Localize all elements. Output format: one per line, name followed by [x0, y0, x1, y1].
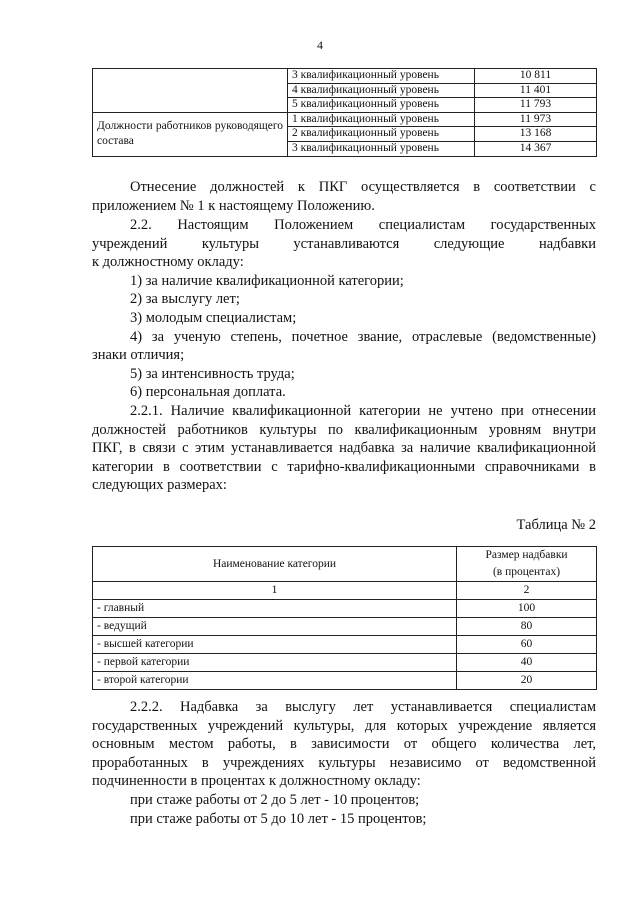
table-row: [93, 69, 597, 84]
category-value: 100: [457, 600, 597, 618]
text-line: Отнесение должностей к ПКГ осуществляется в соответствии с: [130, 179, 596, 195]
text-line: ПКГ, в связи с этим устанавливается надбавка за наличие квалификационной: [92, 440, 596, 457]
table-cell-level: 5 квалификационный уровень: [288, 98, 475, 113]
list-item: при стаже работы от 2 до 5 лет - 10 процентов;: [130, 791, 420, 808]
header-line: Размер надбавки: [485, 549, 568, 561]
paragraph-2-2: [92, 216, 596, 402]
category-name: - главный: [93, 600, 457, 618]
header-allowance-size: [457, 547, 597, 582]
category-name: - второй категории: [93, 672, 457, 690]
column-number: 2: [457, 582, 597, 600]
text-line: должностей работников культуры по квалификационным уровням внутри: [92, 421, 596, 438]
paragraph-2-2-1: [92, 402, 596, 495]
table-cell-level: 2 квалификационный уровень: [288, 127, 475, 142]
paragraph-pkg-assignment: [92, 178, 596, 215]
table-caption: Таблица № 2: [516, 517, 596, 533]
list-item: 3) молодым специалистам;: [130, 309, 297, 326]
table-row: [93, 112, 597, 127]
table-cell-value: 11 973: [475, 112, 597, 127]
category-name: - ведущий: [93, 618, 457, 636]
table-cell-value: 11 793: [475, 98, 597, 113]
table-row: [93, 600, 597, 618]
table-row: [93, 618, 597, 636]
category-name: - высшей категории: [93, 636, 457, 654]
text-line: 2.2. Настоящим Положением специалистам государственных: [130, 217, 596, 233]
table-cell-value: 11 401: [475, 83, 597, 98]
text-line: учреждений культуры устанавливаются следующие надбавки: [92, 235, 596, 252]
header-line: (в процентах): [492, 566, 561, 578]
table-cell-level: 3 квалификационный уровень: [288, 141, 475, 156]
table-cell-level: 1 квалификационный уровень: [288, 112, 475, 127]
page-number: 4: [317, 38, 323, 52]
text-line: основным местом работы, в зависимости от общего количества лет,: [92, 736, 596, 753]
table-row: [93, 636, 597, 654]
text-line: приложением № 1 к настоящему Положению.: [92, 197, 375, 214]
table-cell-value: 13 168: [475, 127, 597, 142]
list-item: 6) персональная доплата.: [130, 384, 286, 401]
list-item: 5) за интенсивность труда;: [130, 365, 295, 382]
column-number: 1: [93, 582, 457, 600]
salary-levels-table: [92, 68, 597, 157]
table-row: [93, 672, 597, 690]
category-allowance-table: [92, 546, 597, 690]
table-header-row: [93, 547, 597, 582]
text-line: следующих размерах:: [92, 477, 227, 494]
text-line: знаки отличия;: [92, 347, 185, 364]
list-item: 4) за ученую степень, почетное звание, отраслевые (ведомственные): [130, 328, 596, 345]
table-cell-group-empty: [93, 69, 288, 113]
category-value: 40: [457, 654, 597, 672]
table-cell-level: 3 квалификационный уровень: [288, 69, 475, 84]
text-line: подчиненности в процентах к должностному окладу:: [92, 773, 421, 790]
table-cell-value: 10 811: [475, 69, 597, 84]
text-line: 2.2.2. Надбавка за выслугу лет устанавливается специалистам: [130, 699, 596, 715]
text-line: категории в соответствии с тарифно-квалификационными справочниками в: [92, 458, 596, 475]
text-line: к должностному окладу:: [92, 254, 244, 271]
list-item: при стаже работы от 5 до 10 лет - 15 процентов;: [130, 810, 427, 827]
text-line: проработанных в учреждениях культуры независимо от ведомственной: [92, 754, 596, 771]
table-column-numbers: [93, 582, 597, 600]
table-row: [93, 654, 597, 672]
list-item: 2) за выслугу лет;: [130, 291, 240, 308]
category-value: 80: [457, 618, 597, 636]
text-line: государственных учреждений культуры, для которых учреждение является: [92, 717, 596, 734]
table-cell-value: 14 367: [475, 141, 597, 156]
category-name: - первой категории: [93, 654, 457, 672]
table-cell-level: 4 квалификационный уровень: [288, 83, 475, 98]
list-item: 1) за наличие квалификационной категории;: [130, 272, 404, 289]
header-category-name: Наименование категории: [93, 547, 457, 582]
table-cell-group: Должности работников руководящего состава: [93, 112, 288, 156]
text-line: 2.2.1. Наличие квалификационной категории не учтено при отнесении: [130, 403, 596, 419]
category-value: 20: [457, 672, 597, 690]
paragraph-2-2-2: [92, 698, 596, 828]
category-value: 60: [457, 636, 597, 654]
